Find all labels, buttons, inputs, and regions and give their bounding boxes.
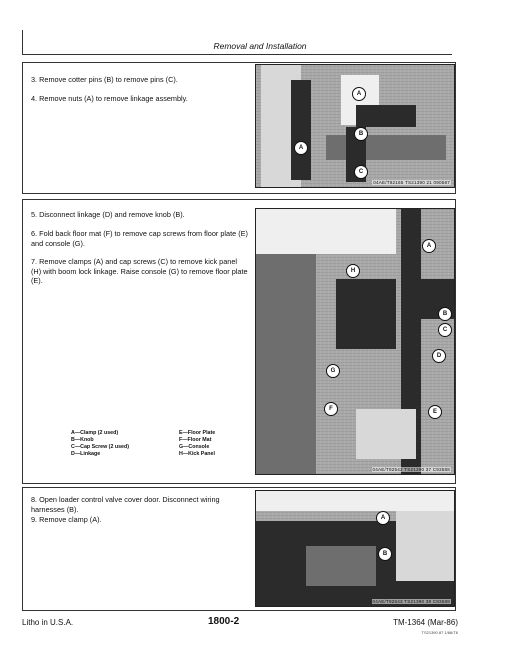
legend-item: E—Floor Plate	[179, 430, 216, 436]
footer-printer: Litho in U.S.A.	[22, 618, 74, 627]
linkage-photo	[255, 64, 455, 188]
manual-id: TM-1364 (Mar-86)	[393, 618, 458, 627]
step-6: 6. Fold back floor mat (F) to remove cap screws from floor plate (E) and console (G).	[31, 229, 248, 248]
console-photo	[255, 208, 455, 475]
instruction-section-3	[22, 487, 456, 611]
callout-e: E	[428, 405, 442, 419]
callout-d: D	[432, 349, 446, 363]
page-number: 1800-2	[208, 616, 240, 627]
callout-b: B	[378, 547, 392, 561]
page-title: Removal and Installation	[213, 41, 307, 51]
callout-b: B	[438, 307, 452, 321]
legend-item: A—Clamp (2 used)	[71, 430, 119, 436]
callout-c: C	[354, 165, 368, 179]
step-3: 3. Remove cotter pins (B) to remove pins (C).	[31, 75, 178, 84]
callout-b: B	[354, 127, 368, 141]
legend-item: G—Console	[179, 444, 210, 450]
legend-item: H—Kick Panel	[179, 451, 215, 457]
photo-code: 04AE/T92543 TS21390 38 C93588	[372, 599, 450, 604]
callout-h: H	[346, 264, 360, 278]
callout-g: G	[326, 364, 340, 378]
legend-item: F—Floor Mat	[179, 437, 212, 443]
photo-code: 04AE/T92165 TS21390 21 090587	[373, 180, 450, 185]
callout-f: F	[324, 402, 338, 416]
callout-a-left: A	[294, 141, 308, 155]
callout-a: A	[422, 239, 436, 253]
step-5: 5. Disconnect linkage (D) and remove knob (B).	[31, 210, 185, 219]
callout-a: A	[376, 511, 390, 525]
header-rule	[22, 54, 452, 55]
step-9: 9. Remove clamp (A).	[31, 515, 102, 524]
callout-c: C	[438, 323, 452, 337]
step-7: 7. Remove clamps (A) and cap screws (C) to remove kick panel (H) with boom lock linkage. Raise console (G) to remove floor plate (E).	[31, 257, 248, 286]
step-8: 8. Open loader control valve cover door. Disconnect wiring harnesses (B).	[31, 495, 220, 514]
legend-item: C—Cap Screw (2 used)	[71, 444, 129, 450]
harness-photo	[255, 490, 455, 607]
legend-item: B—Knob	[71, 437, 94, 443]
legend-item: D—Linkage	[71, 451, 101, 457]
header-vline	[22, 30, 23, 55]
instruction-section-2	[22, 199, 456, 484]
instruction-section-1	[22, 62, 456, 194]
step-4: 4. Remove nuts (A) to remove linkage assembly.	[31, 94, 188, 103]
footer-code: TS21390 87 1/86/T6	[421, 630, 458, 635]
callout-a-top: A	[352, 87, 366, 101]
photo-code: 04AE/T92542 TS21390 37 C93588	[372, 467, 450, 472]
